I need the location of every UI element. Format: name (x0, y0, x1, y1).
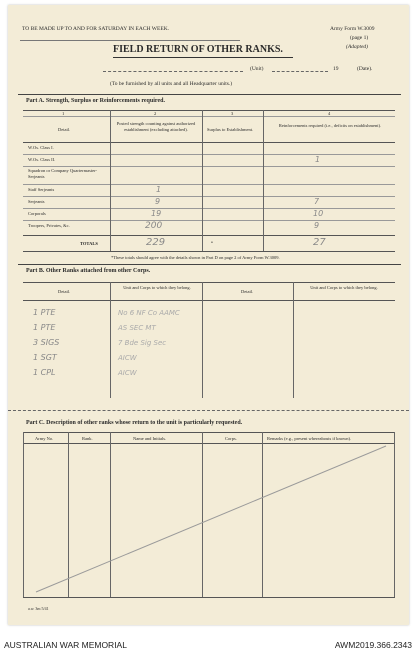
row-detail-cqms: Squadron or Company Quartermaster-Serjeants (28, 168, 98, 179)
posted-serjeants-value: 9 (155, 197, 161, 206)
page-title: FIELD RETURN OF OTHER RANKS. (113, 44, 283, 55)
posted-staff-serjeants-value: 1 (156, 185, 162, 194)
col-header-reinforcements: Reinforcements required (i.e., deficits on establishment). (278, 123, 382, 128)
col-header-posted: Posted strength counting against authorized establishment (excluding attached). (116, 121, 196, 132)
part-b-row-4-unit: AICW (118, 354, 137, 362)
reinf-privates-value: 9 (314, 221, 320, 230)
part-c-col-army-no: Army No. (35, 436, 54, 441)
part-b-row-5-detail: 1 CPL (33, 368, 56, 377)
totals-footnote: *These totals should agree with the details shown in Part D on page 2 of Army Form W.3009. (111, 255, 280, 260)
part-b-row-2-detail: 1 PTE (33, 323, 56, 332)
totals-reinf-value: 27 (313, 237, 326, 248)
part-c-col-name: Name and Initials. (133, 436, 167, 441)
form-reference: Army Form W.3009 (330, 26, 375, 32)
part-b-row-5-unit: AICW (118, 369, 137, 377)
row-detail-serjeants: Serjeants (28, 199, 45, 204)
date-label: (Date). (357, 66, 373, 72)
part-b-row-3-unit: 7 Bde Sig Sec (118, 339, 167, 347)
part-b-row-3-detail: 3 SIGS (33, 338, 60, 347)
part-c-heading: Part C. Description of other ranks whose return to the unit is particularly requested. (26, 420, 243, 426)
posted-privates-value: 200 (145, 221, 163, 231)
adapted-label: (Adapted) (346, 44, 368, 50)
row-detail-staff-serjeants: Staff Serjeants (28, 187, 55, 192)
col-header-surplus: Surplus to Establishment. (207, 127, 254, 132)
furnish-note: (To be furnished by all units and all Headquarter units.) (110, 81, 233, 87)
part-b-row-2-unit: AS SEC MT (118, 324, 156, 332)
part-b-heading: Part B. Other Ranks attached from other Corps. (26, 268, 151, 274)
page-reference: (page 1) (350, 35, 369, 41)
top-note: TO BE MADE UP TO AND FOR SATURDAY IN EACH WEEK. (22, 26, 170, 32)
part-b-col-detail-1: Detail. (58, 289, 71, 294)
col-number-4: 4 (328, 111, 331, 116)
part-b-row-1-detail: 1 PTE (33, 308, 56, 317)
row-detail-wo1: W.Os. Class I. (28, 145, 54, 150)
part-b-col-unit-2: Unit and Corps to which they belong. (310, 285, 378, 290)
posted-corporals-value: 19 (151, 209, 162, 218)
part-a-heading: Part A. Strength, Surplus or Reinforcements required. (26, 98, 165, 104)
part-b-row-4-detail: 1 SGT (33, 353, 57, 362)
part-b-col-unit-1: Unit and Corps to which they belong. (123, 285, 191, 290)
part-c-col-rank: Rank. (82, 436, 93, 441)
unit-label: (Unit) (250, 66, 264, 72)
part-c-col-corps: Corps. (225, 436, 237, 441)
part-b-col-detail-2: Detail. (241, 289, 254, 294)
reinf-corporals-value: 10 (313, 209, 324, 218)
year-prefix: 19 (333, 66, 339, 72)
part-c-col-remarks: Remarks (e.g., present whereabouts if known). (267, 436, 352, 441)
col-number-2: 2 (154, 111, 157, 116)
totals-posted-value: 229 (146, 237, 166, 248)
reinf-wo2-value: 1 (315, 155, 321, 164)
print-code: a.w. 3m 5/41 (28, 606, 49, 611)
reinf-serjeants-value: 7 (314, 197, 320, 206)
row-detail-corporals: Corporals (28, 211, 46, 216)
totals-surplus-mark: • (211, 240, 213, 246)
col-number-3: 3 (231, 111, 234, 116)
footer-institution: AUSTRALIAN WAR MEMORIAL (4, 640, 127, 650)
totals-label: TOTALS (80, 241, 98, 246)
part-b-row-1-unit: No 6 NF Co AAMC (118, 309, 180, 317)
footer-accession-number: AWM2019.366.2343 (334, 640, 412, 650)
col-number-1: 1 (62, 111, 65, 116)
row-detail-privates: Troopers, Privates, &c. (28, 223, 70, 228)
row-detail-wo2: W.Os. Class II. (28, 157, 56, 162)
col-header-detail: Detail. (58, 127, 71, 132)
